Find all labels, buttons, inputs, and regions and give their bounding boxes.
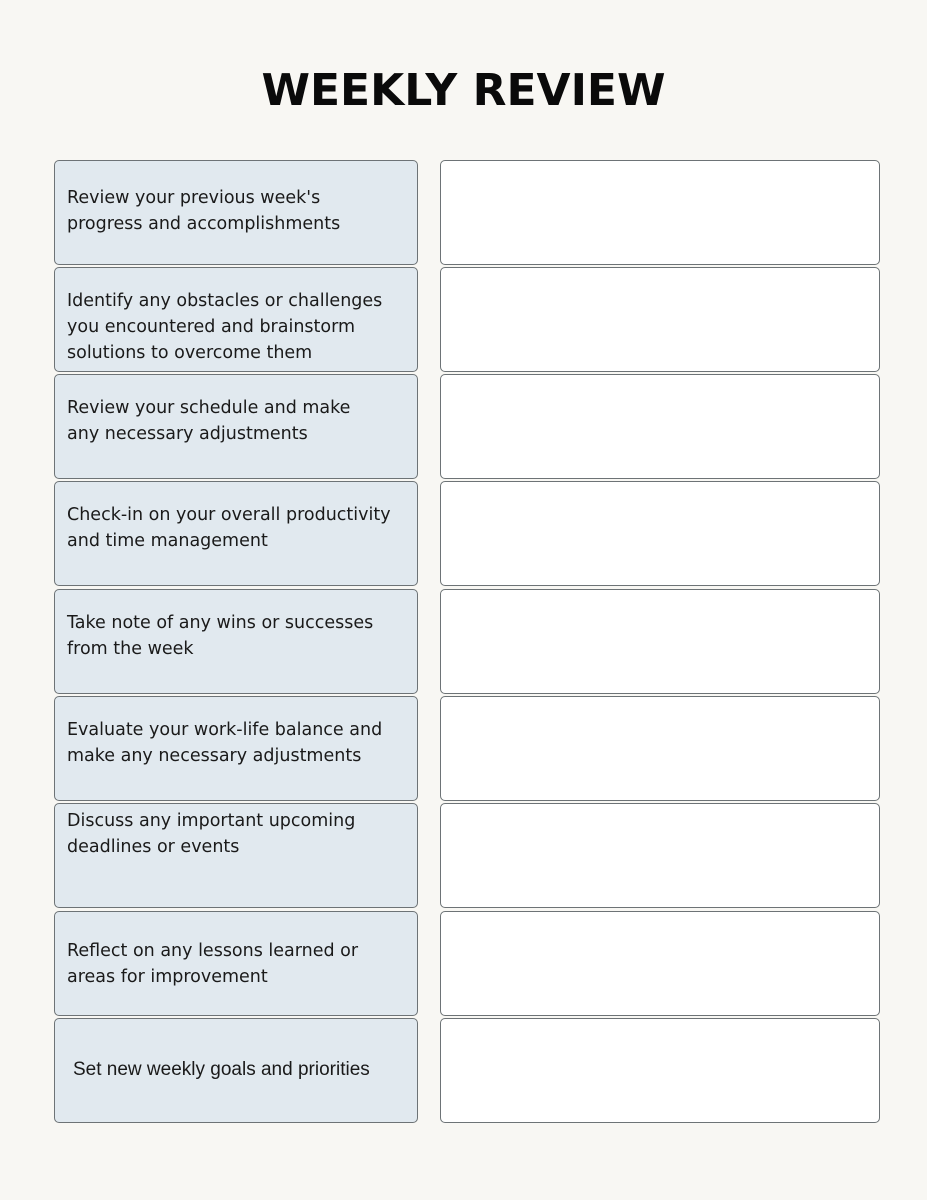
review-prompt: Evaluate your work-life balance and make any necessary adjustments	[54, 696, 418, 801]
review-prompt: Reflect on any lessons learned or areas for improvement	[54, 911, 418, 1016]
review-row	[54, 374, 880, 481]
review-prompt: Discuss any important upcoming deadlines or events	[54, 803, 418, 908]
review-prompt: Set new weekly goals and priorities	[54, 1018, 418, 1123]
review-answer-box[interactable]	[440, 160, 880, 265]
review-answer-box[interactable]	[440, 267, 880, 372]
review-answer-box[interactable]	[440, 589, 880, 694]
review-answer-box[interactable]	[440, 696, 880, 801]
review-row	[54, 911, 880, 1018]
review-row	[54, 803, 880, 910]
review-prompt: Review your previous week's progress and accomplishments	[54, 160, 418, 265]
review-prompt: Identify any obstacles or challenges you encountered and brainstorm solutions to overcome them	[54, 267, 418, 372]
review-prompt: Review your schedule and make any necessary adjustments	[54, 374, 418, 479]
review-row	[54, 481, 880, 588]
review-row	[54, 696, 880, 803]
review-row	[54, 160, 880, 267]
review-answer-box[interactable]	[440, 481, 880, 586]
review-answer-box[interactable]	[440, 911, 880, 1016]
review-answer-box[interactable]	[440, 374, 880, 479]
page-title: WEEKLY REVIEW	[261, 65, 666, 116]
review-row	[54, 589, 880, 696]
review-row	[54, 1018, 880, 1125]
review-row	[54, 267, 880, 374]
review-prompt: Take note of any wins or successes from the week	[54, 589, 418, 694]
review-prompt: Check-in on your overall productivity and time management	[54, 481, 418, 586]
review-answer-box[interactable]	[440, 803, 880, 908]
review-answer-box[interactable]	[440, 1018, 880, 1123]
